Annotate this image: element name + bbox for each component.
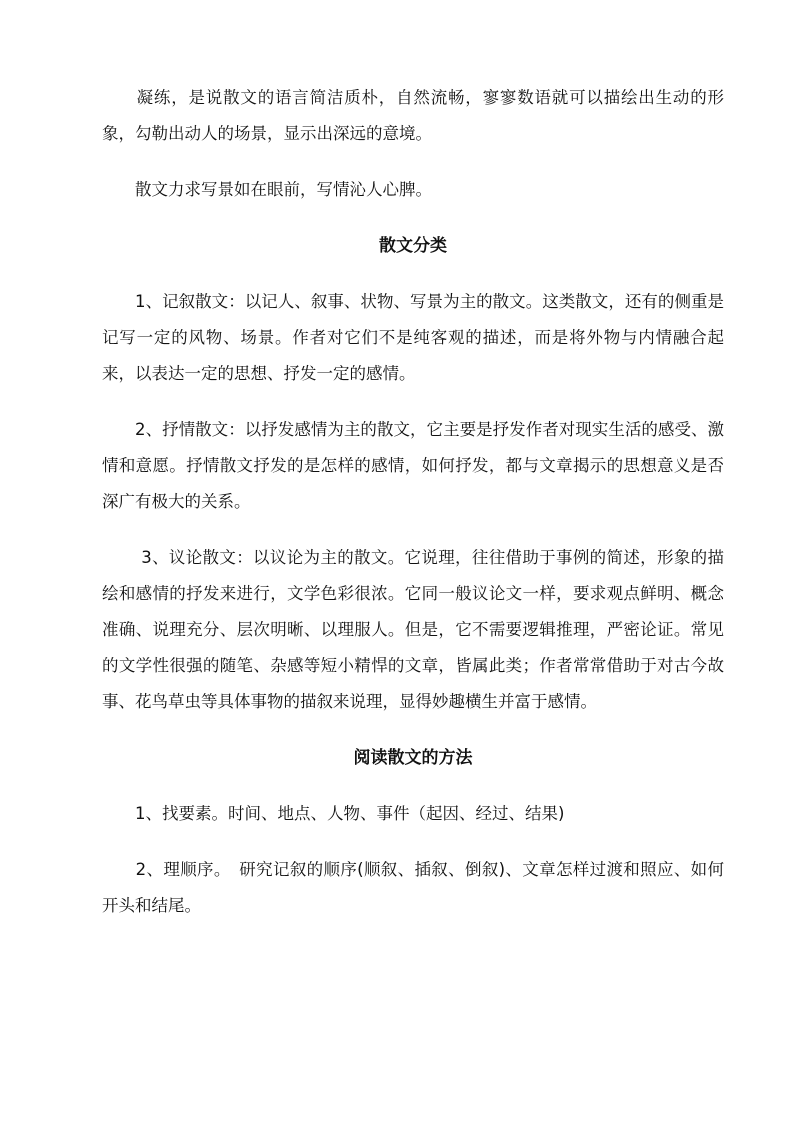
classification-item-lyric: 2、抒情散文：以抒发感情为主的散文，它主要是抒发作者对现实生活的感受、激情和意愿。抒情散文抒发的是怎样的感情，如何抒发，都与文章揭示的思想意义是否深广有极大的关系。 — [102, 420, 724, 511]
method-item-order: 2、理顺序。 研究记叙的顺序(顺叙、插叙、倒叙)、文章怎样过渡和照应、如何开头和结尾。 — [102, 860, 724, 915]
document-page — [102, 80, 724, 924]
section-heading-method: 阅读散文的方法 — [353, 748, 473, 768]
intro-paragraph-1: 凝练，是说散文的语言简洁质朴，自然流畅，寥寥数语就可以描绘出生动的形象，勾勒出动人的场景，显示出深远的意境。 — [102, 88, 724, 143]
classification-item-argumentative: 3、议论散文：以议论为主的散文。它说理，往往借助于事例的简述，形象的描绘和感情的抒发来进行，文学色彩很浓。它同一般议论文一样，要求观点鲜明、概念准确、说理充分、层次明晰、以理服人。但是，它不需要逻辑推理，严密论证。常见的文学性很强的随笔、杂感等短小精悍的文章，皆属此类；作者常常借助于对古今故事、花鸟草虫等具体事物的描叙来说理，显得妙趣横生并富于感情。 — [102, 548, 724, 711]
classification-item-narrative: 1、记叙散文：以记人、叙事、状物、写景为主的散文。这类散文，还有的侧重是记写一定的风物、场景。作者对它们不是纯客观的描述，而是将外物与内情融合起来，以表达一定的思想、抒发一定的感情。 — [102, 292, 724, 383]
section-heading-classification: 散文分类 — [379, 236, 447, 256]
intro-paragraph-2: 散文力求写景如在眼前，写情沁人心脾。 — [102, 180, 432, 199]
method-item-elements: 1、找要素。时间、地点、人物、事件（起因、经过、结果) — [102, 804, 565, 823]
